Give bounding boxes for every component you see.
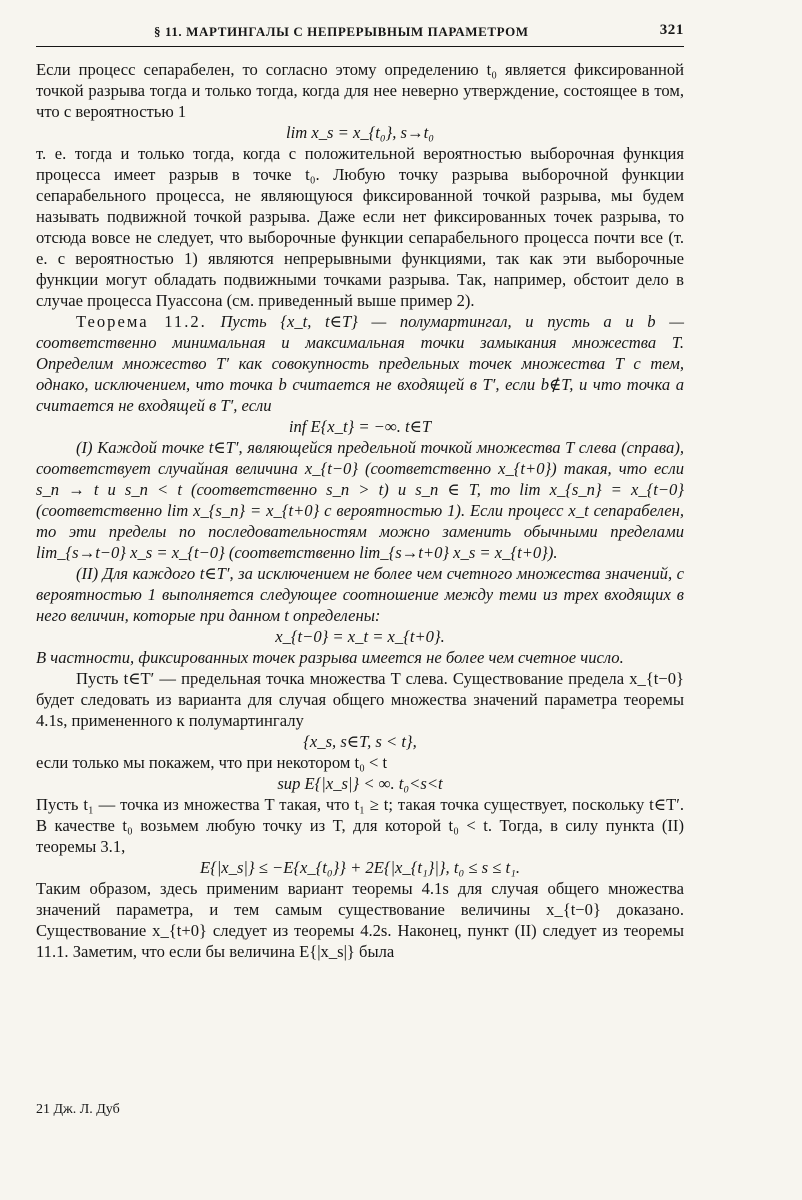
page-header (36, 22, 684, 47)
paragraph-proof-start: Пусть t∈T′ — предельная точка множества T слева. Существование предела x_{t−0} будет следовать из варианта для случая общего множества значений параметра теоремы 4.1s, примененного к полумартингалу (36, 669, 684, 730)
paragraph-proof-condition: если только мы покажем, что при некотором t₀ < t (36, 753, 388, 772)
theorem-text: Пусть {x_t, t∈T} — полумартингал, и пусть a и b — соответственно минимальная и максимальная точки замыкания множества T. Определим множество T′ как совокупность предельных точек множества T с тем, однако, исключением, что точка b считается не входящей в T′, если b∉T, и что точка a считается не входящей в T′, если (36, 312, 684, 415)
equation-supremum: sup E{|x_s|} < ∞. t₀<s<t (277, 774, 443, 793)
page-number: 321 (659, 22, 684, 38)
paragraph-moving-discontinuity: т. е. тогда и только тогда, когда с положительной вероятностью выборочная функция процесса имеет разрыв в точке t₀. Любую точку разрыва выборочной функции сепарабельного процесса, не являющуюся фиксированной точкой разрыва, мы будем называть подвижной точкой разрыва. Даже если нет фиксированных точек разрыва, то отсюда вовсе не следует, что выборочные функции сепарабельного процесса почти все (т. е. с вероятностью 1) являются непрерывными функциями, так как эти выборочные функции могут обладать подвижными точками разрыва. Так, например, обстоит дело в случае процесса Пуассона (см. приведенный выше пример 2). (36, 144, 684, 310)
paragraph-proof-choice: Пусть t₁ — точка из множества T такая, что t₁ ≥ t; такая точка существует, поскольку t∈T′. В качестве t₀ возьмем любую точку из T, для которой t₀ < t. Тогда, в силу пункта (II) теоремы 3.1, (36, 795, 684, 856)
paragraph-separable-definition: Если процесс сепарабелен, то согласно этому определению t₀ является фиксированной точкой разрыва тогда и только тогда, когда для нее неверно утверждение, состоящее в том, что с вероятностью 1 (36, 60, 684, 121)
equation-continuity: x_{t−0} = x_t = x_{t+0}. (275, 627, 445, 646)
theorem-item-1: (I) Каждой точке t∈T′, являющейся предельной точкой множества T слева (справа), соответствует случайная величина x_{t−0} (соответственно x_{t+0}) такая, что если s_n → t и s_n < t (соответственно s_n > t) и s_n ∈ T, то lim x_{s_n} = x_{t−0} (соответственно lim x_{s_n} = x_{t+0} с вероятностью 1). Если процесс x_t сепарабелен, то эти пределы по последовательностям можно заменить обычными пределами lim_{s→t−0} x_s = x_{t−0} (соответственно lim_{s→t+0} x_s = x_{t+0}). (36, 438, 684, 562)
equation-limit: lim x_s = x_{t₀}, s→t₀ (285, 123, 434, 142)
page-body (36, 59, 684, 962)
equation-bound: E{|x_s|} ≤ −E{x_{t₀}} + 2E{|x_{t₁}|}, t₀ ≤ s ≤ t₁. (199, 858, 521, 877)
signature-mark: 21 Дж. Л. Дуб (36, 1102, 120, 1117)
equation-infimum: inf E{x_t} = −∞. t∈T (288, 417, 432, 436)
theorem-statement (36, 311, 684, 416)
theorem-label: Теорема 11.2. (76, 312, 207, 331)
equation-semimartingale-set: {x_s, s∈T, s < t}, (303, 732, 417, 751)
theorem-item-2: (II) Для каждого t∈T′, за исключением не более чем счетного множества значений, с вероятностью 1 выполняется следующее соотношение между теми из трех входящих в него величин, которые при данном t определены: (36, 564, 684, 625)
paragraph-proof-end: Таким образом, здесь применим вариант теоремы 4.1s для случая общего множества значений параметра, и тем самым существование величины x_{t−0} доказано. Существование x_{t+0} следует из теоремы 4.2s. Наконец, пункт (II) следует из теоремы 11.1. Заметим, что если бы величина E{|x_s|} была (36, 879, 684, 961)
running-head: § 11. МАРТИНГАЛЫ С НЕПРЕРЫВНЫМ ПАРАМЕТРОМ (154, 24, 529, 39)
theorem-conclusion: В частности, фиксированных точек разрыва имеется не более чем счетное число. (36, 648, 624, 667)
